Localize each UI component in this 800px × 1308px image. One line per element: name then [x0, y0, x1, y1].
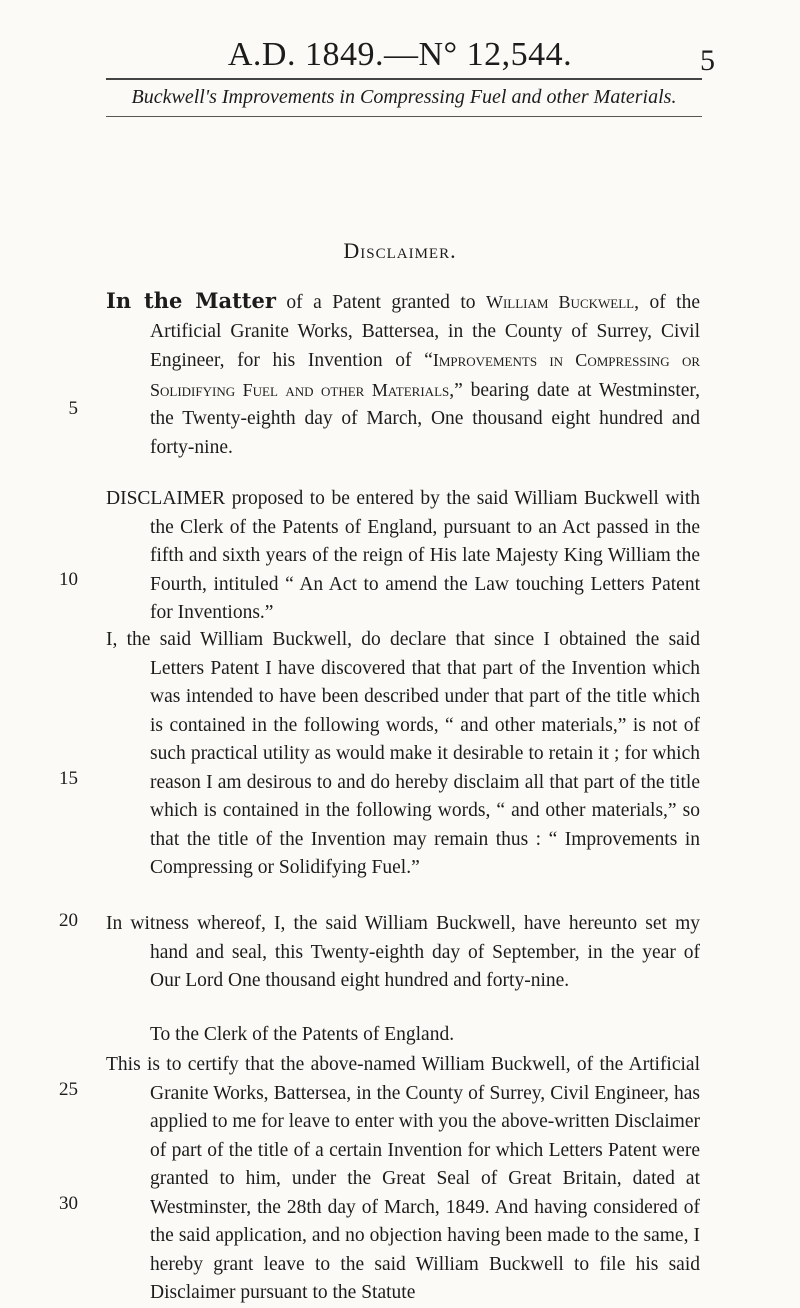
header-rule-bottom	[106, 116, 702, 117]
p1-of: of a Patent granted to	[275, 292, 486, 313]
line-number-15: 15	[59, 768, 78, 789]
p1-rest1: , of the Artificial Granite Works, Battersea, in the County of Surrey, Civil Engineer, for his Invention of “	[150, 292, 700, 371]
paragraph-witness: In witness whereof, I, the said William Buckwell, have hereunto set my hand and seal, this Twenty-eighth day of September, in the year of Our Lord One thousand eight hundred and forty-nine.	[106, 913, 700, 991]
paragraph-matter-of-patent	[106, 287, 700, 462]
paragraph-addressee: To the Clerk of the Patents of England.	[150, 1024, 455, 1045]
line-number-30: 30	[59, 1193, 78, 1214]
patentee-name: William Buckwell	[485, 292, 635, 312]
running-title: Buckwell's Improvements in Compressing Fuel and other Materials.	[131, 86, 677, 108]
line-number-20: 20	[59, 910, 78, 931]
header-rule-top	[106, 78, 702, 80]
line-number-5: 5	[68, 398, 78, 419]
paragraph-declaration: I, the said William Buckwell, do declare that since I obtained the said Letters Patent I have discovered that that part of the Invention which was intended to have been described under that part of the title which is contained in the following words, “ and other materials,” is not of such practical utility as would make it desirable to retain it ; for which reason I am desirous to and do hereby disclaim all that part of the title which is contained in the following words, “ and other materials,” so that the title of the Invention may remain thus : “ Improvements in Compressing or Solidifying Fuel.”	[106, 629, 700, 878]
line-number-25: 25	[59, 1079, 78, 1100]
paragraph-certification: This is to certify that the above-named William Buckwell, of the Artificial Granite Works, Battersea, in the County of Surrey, Civil Engineer, has applied to me for leave to enter with you the above-written Disclaimer of part of the title of a certain Invention for which Letters Patent were granted to him, under the Great Seal of Great Britain, dated at Westminster, the 28th day of March, 1849. And having considered of the said application, and no objection having been made to the same, I hereby grant leave to the said William Buckwell to file his said Disclaimer pursuant to the Statute	[106, 1054, 700, 1303]
invention-title: Improvements in Compressing or Solidifying Fuel and other Materials	[150, 350, 700, 400]
disclaimer-heading: Disclaimer.	[343, 238, 457, 263]
blackletter-lead: In the Matter	[106, 288, 276, 313]
paragraph-disclaimer-proposed: DISCLAIMER proposed to be entered by the said William Buckwell with the Clerk of the Patents of England, pursuant to an Act passed in the fifth and sixth years of the reign of His late Majesty King William the Fourth, intituled “ An Act to amend the Law touching Letters Patent for Inventions.”	[106, 488, 700, 623]
line-number-10: 10	[59, 569, 78, 590]
page-header-title: A.D. 1849.—N° 12,544.	[227, 36, 573, 73]
p1-rest2: ,” bearing date at Westminster, the Twenty-eighth day of March, One thousand eight hundred and forty-nine.	[150, 379, 701, 458]
page-number: 5	[700, 44, 715, 77]
